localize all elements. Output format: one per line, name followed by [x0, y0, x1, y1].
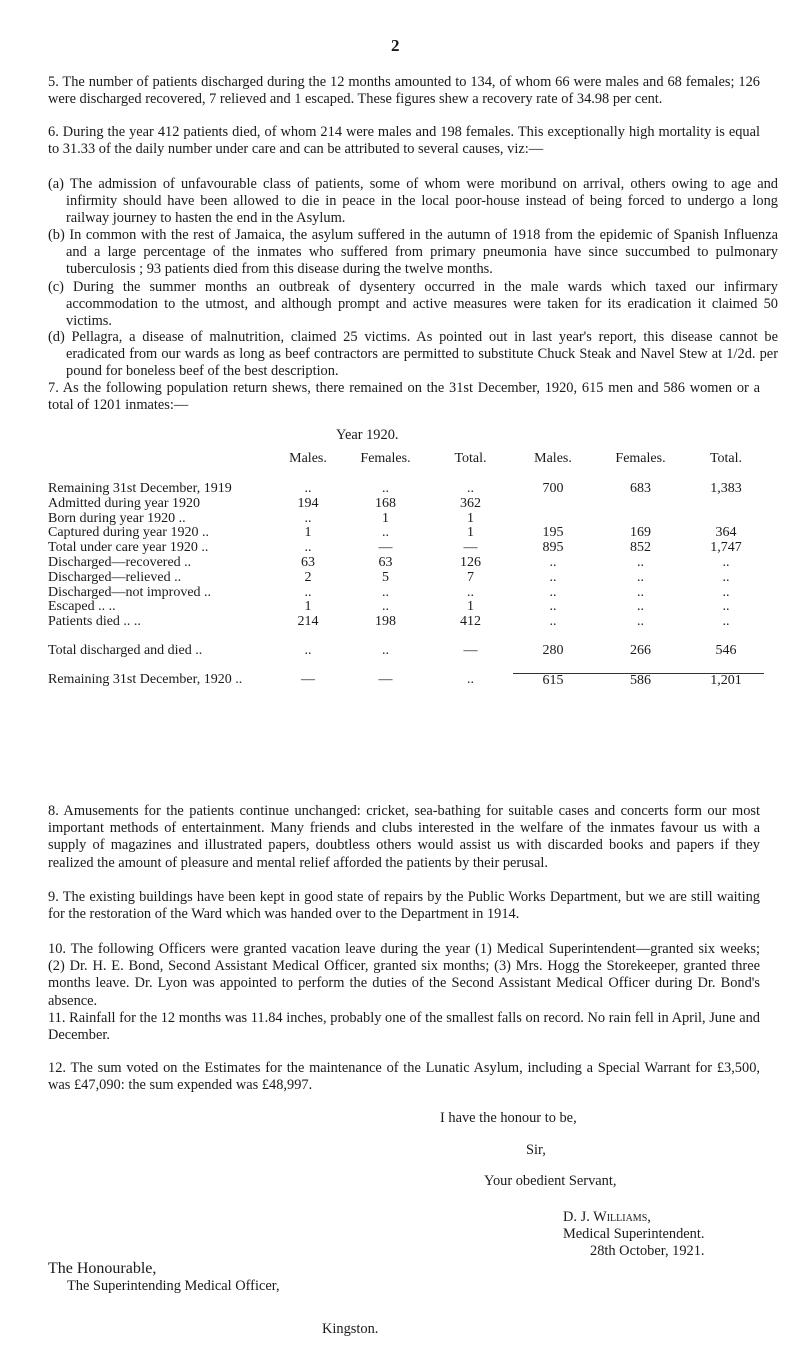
paragraph-6a: (a) The admission of unfavourable class of patients, some of whom were moribund on arrival, others owing to age and infirmity should have been allowed to die in peace in the local poor-house instead of being forced to undergo a long railway journey to hasten the end in the Asylum.	[48, 176, 778, 227]
row-label: Remaining 31st December, 1920 ..	[48, 672, 243, 688]
signature-name: D. J. Williams,	[563, 1209, 651, 1225]
addressee-line-2: The Superintending Medical Officer,	[67, 1278, 280, 1294]
row-label: Escaped .. ..	[48, 599, 116, 615]
row-label: Total under care year 1920 ..	[48, 540, 209, 556]
paragraph-6b: (b) In common with the rest of Jamaica, the asylum suffered in the autumn of 1918 from the epidemic of Spanish Influenza and a large percentage of the inmates who suffered from primary pneumonia have since succumbed to pulmonary tuberculosis ; 93 patients died from this disease during the twelve months.	[48, 227, 778, 278]
row-label: Patients died .. ..	[48, 614, 141, 630]
header-males-cumulative: Males.	[534, 451, 572, 466]
header-males-1920: Males.	[289, 451, 327, 466]
closing-honour: I have the honour to be,	[440, 1110, 577, 1126]
header-total-cumulative: Total.	[709, 451, 743, 466]
row-label: Remaining 31st December, 1919	[48, 481, 232, 496]
letter-date: 28th October, 1921.	[590, 1243, 705, 1259]
row-label: Born during year 1920 ..	[48, 510, 186, 526]
paragraph-8: 8. Amusements for the patients continue unchanged: cricket, sea-bathing for suitable cases and concerts form our most important methods of entertainment. Many friends and clubs interested in the welfare of the inmates favour us with a supply of magazines and illustrated papers, doubtless others would assist us with discarded books and papers if they realized the amount of pleasure and mental relief afforded the patients by their perusal.	[48, 803, 760, 871]
addressee-line-1: The Honourable,	[48, 1260, 157, 1277]
closing-sir: Sir,	[526, 1142, 546, 1158]
paragraph-12: 12. The sum voted on the Estimates for the maintenance of the Lunatic Asylum, including a Special Warrant for £3,500, was £47,090: the sum expended was £48,997.	[48, 1060, 760, 1094]
row-label: Discharged—relieved ..	[48, 569, 182, 585]
addressee-line-3: Kingston.	[322, 1321, 379, 1337]
header-females-cumulative: Females.	[615, 451, 666, 466]
row-label: Admitted during year 1920	[48, 495, 201, 511]
table-row: Born during year 1920 .. .. 1 1	[48, 510, 474, 526]
row-label: Discharged—recovered ..	[48, 554, 192, 570]
year-heading: Year 1920.	[336, 427, 399, 443]
table-row: Remaining 31st December, 1919 .. .. .. 700 683 1,383	[48, 481, 742, 496]
closing-servant: Your obedient Servant,	[484, 1173, 617, 1189]
row-label: Discharged—not improved ..	[48, 584, 212, 600]
table-row: Escaped .. .. 1 .. 1 .. .. ..	[48, 599, 730, 615]
paragraph-6c: (c) During the summer months an outbreak of dysentery occurred in the male wards which taxed our infirmary accommodation to the utmost, and although prompt and active measures were taken for its eradication it claimed 50 victims.	[48, 279, 778, 330]
table-row: Captured during year 1920 .. 1 .. 1 195 169 364	[48, 525, 737, 541]
table-row: Discharged—relieved .. 2 5 7 .. .. ..	[48, 569, 730, 585]
table-row: Admitted during year 1920 194 168 362	[48, 495, 481, 511]
row-label: Total discharged and died ..	[48, 642, 203, 658]
population-table	[48, 452, 764, 689]
table-row: Remaining 31st December, 1920 .. — — .. 615 586 1,201	[48, 672, 742, 688]
table-row: Discharged—recovered .. 63 63 126 .. .. ..	[48, 554, 730, 570]
table-row: Patients died .. .. 214 198 412 .. .. ..	[48, 614, 730, 630]
table-row: Total under care year 1920 .. .. — — 895 852 1,747	[48, 540, 742, 556]
paragraph-9: 9. The existing buildings have been kept in good state of repairs by the Public Works Department, but we are still waiting for the restoration of the Ward which was handed over to the Department in 1914.	[48, 889, 760, 923]
page-number: 2	[391, 36, 400, 55]
row-label: Captured during year 1920 ..	[48, 525, 209, 541]
paragraph-7: 7. As the following population return shews, there remained on the 31st December, 1920, 615 men and 586 women or a total of 1201 inmates:—	[48, 380, 760, 414]
paragraph-6: 6. During the year 412 patients died, of whom 214 were males and 198 females. This exceptionally high mortality is equal to 31.33 of the daily number under care and can be attributed to several causes, viz:—	[48, 124, 760, 158]
table-header-row	[48, 452, 764, 482]
paragraph-6d: (d) Pellagra, a disease of malnutrition, claimed 25 victims. As pointed out in last year's report, this disease cannot be eradicated from our wards as long as beef contractors are permitted to substitute Chuck Steak and Navel Stew at 1/2d. per pound for boneless beef of the best description.	[48, 329, 778, 380]
signature-title: Medical Superintendent.	[563, 1226, 705, 1242]
paragraph-11: 11. Rainfall for the 12 months was 11.84 inches, probably one of the smallest falls on record. No rain fell in April, June and December.	[48, 1010, 760, 1044]
paragraph-10: 10. The following Officers were granted vacation leave during the year (1) Medical Superintendent—granted six weeks; (2) Dr. H. E. Bond, Second Assistant Medical Officer, granted six months; (3) Mrs. Hogg the Storekeeper, granted three months leave. Dr. Lyon was appointed to perform the duties of the Second Assistant Medical Officer during Dr. Bond's absence.	[48, 941, 760, 1009]
table-row: Discharged—not improved .. .. .. .. .. .. ..	[48, 584, 730, 600]
paragraph-5: 5. The number of patients discharged during the 12 months amounted to 134, of whom 66 were males and 68 females; 126 were discharged recovered, 7 relieved and 1 escaped. These figures shew a recovery rate of 34.98 per cent.	[48, 74, 760, 108]
table-row: Total discharged and died .. .. .. — 280 266 546	[48, 642, 737, 658]
header-total-1920: Total.	[454, 451, 487, 466]
header-females-1920: Females.	[360, 451, 411, 466]
